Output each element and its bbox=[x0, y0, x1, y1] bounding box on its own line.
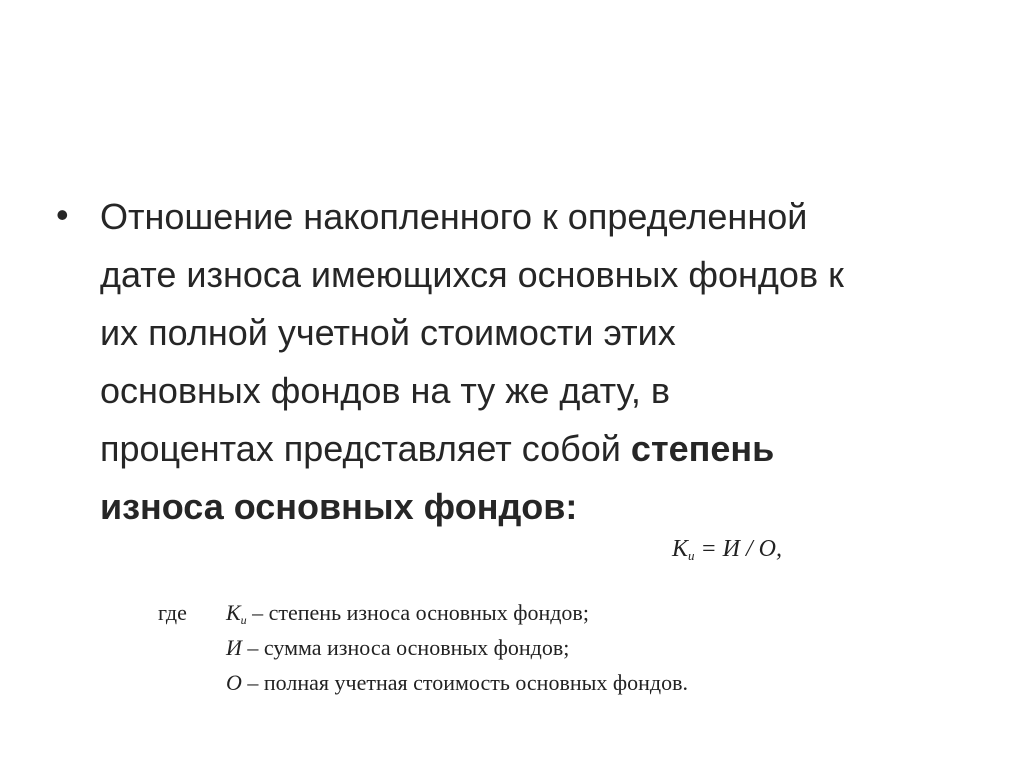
definition-text: – степень износа основных фондов; bbox=[246, 600, 589, 625]
definition-text: – полная учетная стоимость основных фондов. bbox=[241, 670, 688, 695]
text-line-2: дате износа имеющихся основных фондов к bbox=[100, 254, 844, 295]
definitions bbox=[158, 600, 688, 705]
text-line-5-bold: степень bbox=[630, 428, 775, 469]
formula-rhs: = И / О, bbox=[694, 536, 782, 562]
definition-symbol: И bbox=[226, 635, 242, 660]
definition-symbol: О bbox=[226, 670, 242, 695]
bullet-marker: • bbox=[56, 194, 69, 235]
text-line-5 bbox=[100, 420, 980, 478]
text-line-4: основных фондов на ту же дату, в bbox=[100, 370, 671, 411]
definition-body bbox=[226, 600, 589, 628]
definition-body bbox=[226, 670, 688, 696]
definition-subscript: и bbox=[240, 613, 247, 627]
definition-row bbox=[158, 635, 688, 670]
text-line-5-normal: процентах представляет собой bbox=[100, 428, 631, 469]
formula bbox=[672, 536, 782, 564]
text-line-1: Отношение накопленного к определенной bbox=[100, 196, 808, 237]
text-line-6-bold: износа основных фондов: bbox=[100, 486, 578, 527]
definition-row bbox=[158, 670, 688, 705]
definition-text: – сумма износа основных фондов; bbox=[241, 635, 570, 660]
bullet-text bbox=[100, 188, 980, 536]
text-line-3: их полной учетной стоимости этих bbox=[100, 312, 676, 353]
formula-lhs-sub: и bbox=[687, 548, 695, 563]
definition-body bbox=[226, 635, 569, 661]
definition-row bbox=[158, 600, 688, 635]
where-label: где bbox=[158, 600, 187, 625]
formula-lhs-symbol: К bbox=[672, 536, 688, 562]
definition-symbol: К bbox=[226, 600, 241, 625]
